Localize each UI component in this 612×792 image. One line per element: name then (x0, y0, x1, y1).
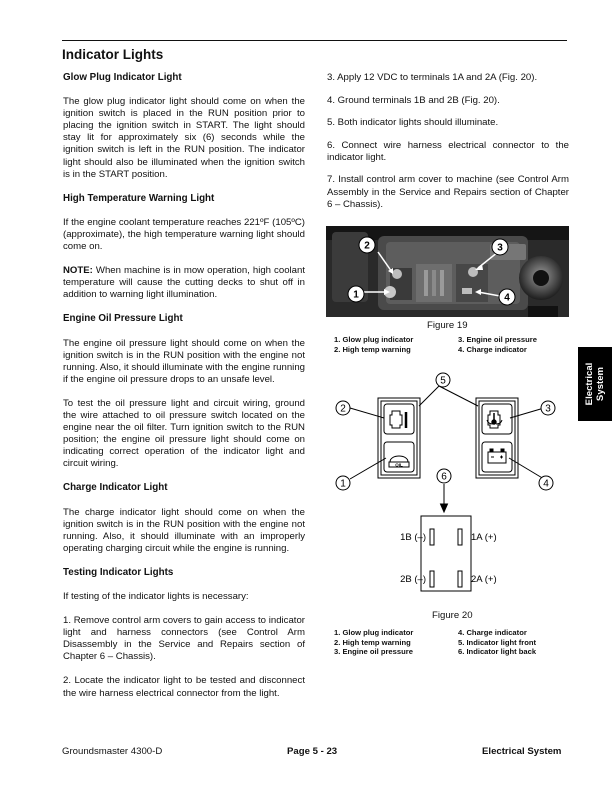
svg-text:3: 3 (545, 403, 551, 415)
subsection-heading: Testing Indicator Lights (63, 566, 174, 578)
footer-section: Electrical System (482, 746, 562, 757)
svg-text:6: 6 (441, 471, 447, 483)
figure19-photo (326, 226, 569, 317)
chapter-side-tab (578, 347, 612, 421)
procedure-step: 6. Connect wire harness electrical connector to the indicator light. (327, 139, 569, 163)
subsection-heading: Charge Indicator Light (63, 482, 168, 494)
figure20-callout-4 (539, 476, 553, 490)
figure20-legend-item: 4. Charge indicator (458, 628, 527, 637)
figure20-legend-item: 6. Indicator light back (458, 647, 537, 657)
figure20-callout-6 (437, 469, 451, 483)
body-paragraph: If the engine coolant temperature reaches 221ºF (105ºC) (approximate), the high temperature warning light should come on. (63, 216, 305, 253)
footer-model: Groundsmaster 4300-D (62, 746, 163, 757)
figure20-legend-item: 3. Engine oil pressure (334, 647, 413, 657)
figure19-caption: Figure 19 (427, 320, 468, 331)
figure20-callout-2 (336, 401, 350, 415)
body-paragraph: 2. Locate the indicator light to be tested and disconnect the wire harness electrical connector from the light. (63, 675, 305, 699)
right-column (327, 72, 569, 221)
terminal-1b-label: 1B (–) (400, 532, 426, 543)
svg-text:1: 1 (353, 289, 359, 301)
svg-text:1: 1 (340, 478, 346, 490)
figure20-legend (334, 628, 566, 658)
footer-page-number: Page 5 - 23 (287, 746, 338, 757)
figure20-callout-1 (336, 476, 350, 490)
terminal-1a-label: 1A (+) (471, 532, 497, 543)
figure19-callout-2 (359, 237, 375, 253)
figure19-legend-item: 2. High temp warning (334, 344, 411, 354)
figure19-legend (334, 335, 564, 355)
figure20-callout-3 (541, 401, 555, 415)
figure19-legend-item: 1. Glow plug indicator (334, 335, 414, 344)
figure19-legend-item: 3. Engine oil pressure (458, 335, 537, 344)
note-text: When machine is in mow operation, high coolant temperature will cause the cutting decks to shut off in addition to warning light illumination. (63, 265, 305, 301)
svg-text:4: 4 (543, 478, 549, 490)
figure19-callout-3 (492, 239, 508, 255)
subsection-heading: High Temperature Warning Light (63, 192, 215, 204)
terminal-2a-label: 2A (+) (471, 574, 497, 585)
body-paragraph: The charge indicator light should come on when the ignition switch is in the RUN position with the engine not running. Also, it should illuminate with an improperly operating charging circuit while the engine is running. (63, 506, 305, 554)
body-paragraph: 1. Remove control arm covers to gain access to indicator light and harness connectors (see Control Arm Disassembly in the Service and Repairs section of Chapter 6 – Chassis). (63, 615, 305, 663)
figure20-callout-5 (436, 373, 450, 387)
indicator-light-back (421, 516, 471, 591)
svg-text:5: 5 (440, 375, 446, 387)
figure20-legend-item: 5. Indicator light front (458, 637, 537, 647)
side-tab-line2: System (595, 366, 606, 402)
side-tab-line1: Electrical (584, 362, 595, 406)
left-column (63, 72, 305, 712)
figure20-legend-item: 1. Glow plug indicator (334, 628, 414, 637)
body-paragraph: The glow plug indicator light should come on when the ignition switch is placed in the RUN position prior to placing the ignition switch in START. The light should stay lit for approximately six (6) seconds while the ignition switch is left in the RUN position. The indicator light should also be illuminated when the ignition switch is in the START position. (63, 96, 305, 180)
section-title: Indicator Lights (62, 47, 164, 62)
note-label: NOTE: (63, 265, 93, 277)
figure20-legend-item: 2. High temp warning (334, 637, 411, 647)
figure19-callout-4 (499, 289, 515, 305)
figure19-callout-1 (348, 286, 364, 302)
top-rule (62, 40, 567, 41)
svg-text:2: 2 (364, 240, 370, 252)
body-paragraph: To test the oil pressure light and circuit wiring, ground the wire attached to oil pressure switch located on the engine near the oil filter. Turn ignition switch to the RUN position; the engine oil pressure light should come on indicating correct operation of the indicator light and circuit wiring. (63, 397, 305, 470)
subsection-heading: Engine Oil Pressure Light (63, 313, 183, 325)
figure19-legend-item: 4. Charge indicator (458, 344, 527, 354)
svg-text:3: 3 (497, 242, 503, 254)
procedure-step: 3. Apply 12 VDC to terminals 1A and 2A (Fig. 20). (327, 72, 538, 83)
procedure-step: 7. Install control arm cover to machine (see Control Arm Assembly in the Service and Repairs section of Chapter 6 – Chassis). (327, 174, 569, 210)
svg-text:4: 4 (504, 292, 510, 304)
body-paragraph: If testing of the indicator lights is necessary: (63, 591, 249, 602)
subsection-heading: Glow Plug Indicator Light (63, 72, 182, 83)
figure20-diagram (326, 366, 569, 606)
body-paragraph: The engine oil pressure light should come on when the ignition switch is in the RUN position with the engine not running. Also, it should illuminate with the engine running if the engine oil pressure drops to an unsafe level. (63, 337, 305, 385)
svg-text:2: 2 (340, 403, 346, 415)
terminal-2b-label: 2B (–) (400, 574, 426, 585)
note-paragraph (63, 265, 305, 301)
procedure-step: 5. Both indicator lights should illuminate. (327, 117, 499, 129)
procedure-step: 4. Ground terminals 1B and 2B (Fig. 20). (327, 94, 500, 106)
svg-text:OIL: OIL (395, 462, 403, 468)
figure20-caption: Figure 20 (432, 610, 473, 621)
